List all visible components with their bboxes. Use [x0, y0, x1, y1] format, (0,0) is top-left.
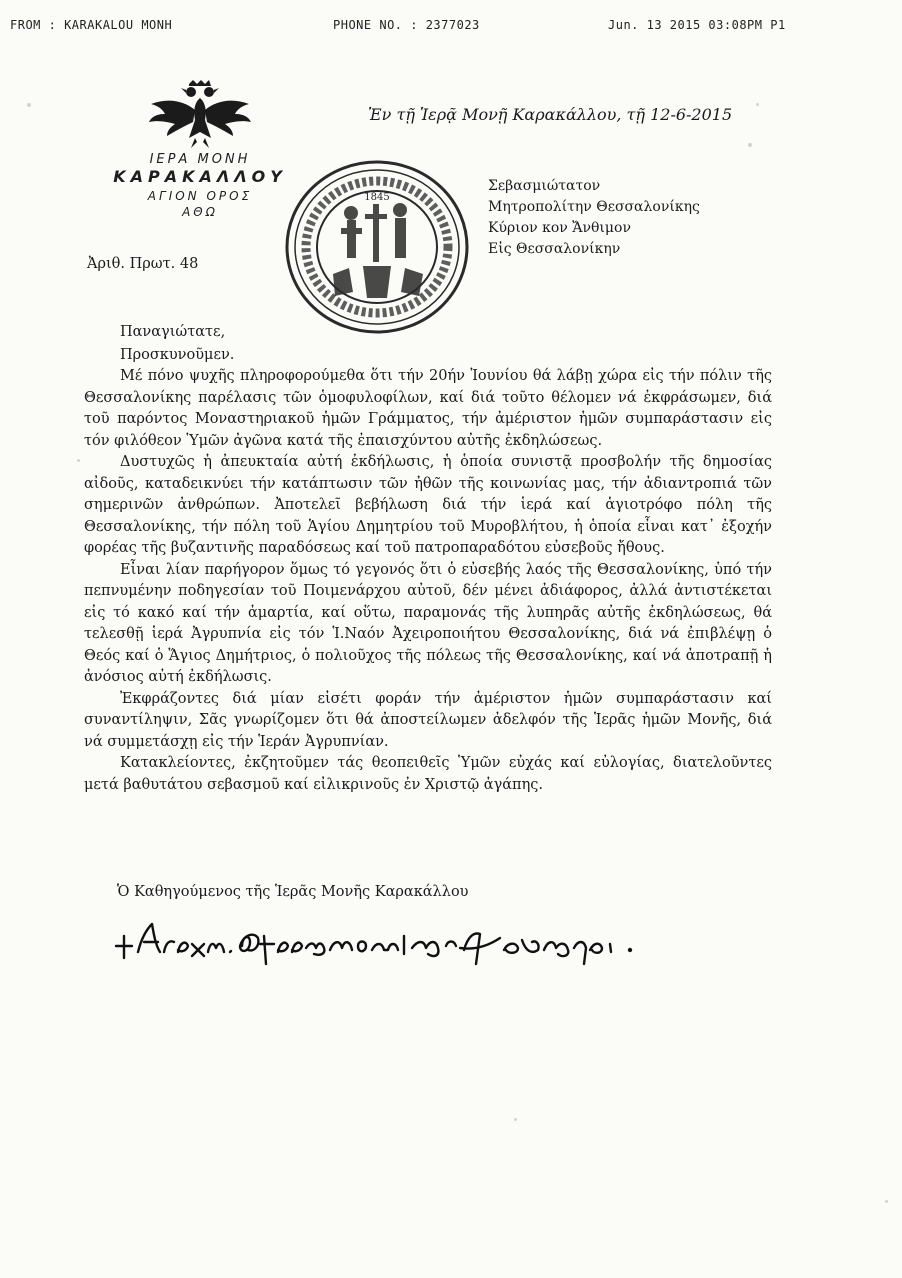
- handwritten-signature: [108, 906, 668, 974]
- scan-speck: [514, 1118, 517, 1121]
- scan-speck: [748, 143, 752, 147]
- scan-speck: [27, 103, 31, 107]
- addressee-line: Σεβασμιώτατον: [488, 178, 601, 194]
- body-paragraph: Κατακλείοντες, ἐκζητοῦμεν τάς θεοπειθεῖς Ὑμῶν εὐχάς καί εὐλογίας, διατελοῦντες μετά βαθυτάτου σεβασμοῦ καί εἰλικρινοῦς ἐν Χριστῷ ἀγάπης.: [84, 755, 772, 793]
- body-paragraph: Μέ πόνο ψυχῆς πληροφορούμεθα ὅτι τήν 20ήν Ἰουνίου θά λάβῃ χώρα εἰς τήν πόλιν τῆς Θεσσαλονίκης παρέλασις τῶν ὁμοφυλοφίλων, καί διά τοῦτο θέλομεν νά ἐκφράσωμεν, διά τοῦ παρόντος Μοναστηριακοῦ ἡμῶν Γράμματος, τήν ἀμέριστον ἡμῶν συμπαράστασιν εἰς τόν φιλόθεον Ὑμῶν ἀγῶνα κατά τῆς ἐπαισχύντου αὐτῆς ἐκδηλώσεως.: [84, 368, 772, 449]
- body-paragraph: Εἶναι λίαν παρήγορον ὅμως τό γεγονός ὅτι ὁ εὐσεβής λαός τῆς Θεσσαλονίκης, ὑπό τήν πεπνυμένην ποδηγεσίαν τοῦ Ποιμενάρχου αὐτοῦ, δέν μένει ἀδιάφορος, ἀλλά ἀντιστέκεται εἰς τό κακό καί τήν ἁμαρτία, καί οὕτω, παραμονάς τῆς λυπηρᾶς αὐτῆς ἐκδηλώσεως, θά τελεσθῇ ἱερά Ἀγρυπνία εἰς τόν Ἱ.Ναόν Ἀχειροποιήτου Θεσσαλονίκης, διά νά ἐπιβλέψῃ ὁ Θεός καί ὁ Ἅγιος Δημήτριος, ὁ πολιοῦχος τῆς πόλεως τῆς Θεσσαλονίκης, καί νά ἀποτραπῇ ἡ ἀνόσιος αὐτή ἐκδήλωσις.: [84, 561, 772, 685]
- scan-speck: [77, 459, 80, 462]
- protocol-number: Ἀριθ. Πρωτ. 48: [87, 256, 199, 272]
- letter-dateline: Ἐν τῇ Ἱερᾷ Μονῇ Καρακάλλου, τῇ 12-6-2015: [368, 105, 733, 124]
- fax-phone: PHONE NO. : 2377023: [333, 18, 480, 32]
- letterhead-line-3: ΑΓΙΟΝ ΟΡΟΣ: [147, 189, 253, 203]
- addressee-line: Κύριον κον Ἄνθιμον: [488, 220, 631, 236]
- addressee-line: Μητροπολίτην Θεσσαλονίκης: [488, 199, 700, 215]
- signer-title: Ὁ Καθηγούμενος τῆς Ἱερᾶς Μονῆς Καρακάλλου: [117, 884, 469, 900]
- scan-speck: [885, 1200, 888, 1203]
- double-headed-eagle-icon: [145, 80, 255, 150]
- letterhead-monastery-name: ΚΑΡΑΚΑΛΛΟΥ: [113, 167, 287, 186]
- body-paragraph: Ἐκφράζοντες διά μίαν εἰσέτι φοράν τήν ἀμέριστον ἡμῶν συμπαράστασιν καί συναντίληψιν, Σᾶς γνωρίζομεν ὅτι θά ἀποστείλωμεν ἀδελφόν τῆς Ἱερᾶς ἡμῶν Μονῆς, διά νά συμμετάσχῃ εἰς τήν Ἱεράν Ἀγρυπνίαν.: [84, 690, 772, 750]
- letter-body: [84, 366, 772, 796]
- letterhead-line-4: ΑΘΩ: [182, 205, 218, 219]
- letterhead-line-1: ΙΕΡΑ ΜΟΝΗ: [149, 152, 251, 167]
- salutation-line: Προσκυνοῦμεν.: [120, 347, 235, 363]
- addressee-line: Εἰς Θεσσαλονίκην: [488, 241, 621, 257]
- fax-datetime: Jun. 13 2015 03:08PM P1: [608, 18, 786, 32]
- seal-year: 1845: [364, 192, 390, 203]
- salutation-line: Παναγιώτατε,: [120, 324, 226, 340]
- scan-speck: [756, 103, 759, 106]
- fax-from: FROM : KARAKALOU MONH: [10, 18, 173, 32]
- body-paragraph: Δυστυχῶς ἡ ἀπευκταία αὐτή ἐκδήλωσις, ἡ ὁποία συνιστᾷ προσβολήν τῆς δημοσίας αἰδοῦς, καταδεικνύει τήν κατάπτωσιν τῶν ἠθῶν τῆς κοινωνίας μας, τήν ἀδιαντροπιά τῶν σημερινῶν ἀνθρώπων. Ἀποτελεῖ βεβήλωση διά τήν ἱερά καί ἁγιοτρόφο πόλη τῆς Θεσσαλονίκης, τήν πόλη τοῦ Ἁγίου Δημητρίου τοῦ Μυροβλήτου, ἡ ὁποία εἶναι κατ᾽ ἐξοχήν φορέας τῆς βυζαντινῆς παραδόσεως καί τοῦ πατροπαραδότου εὐσεβοῦς ἤθους.: [84, 454, 772, 556]
- monastery-seal: [283, 158, 471, 336]
